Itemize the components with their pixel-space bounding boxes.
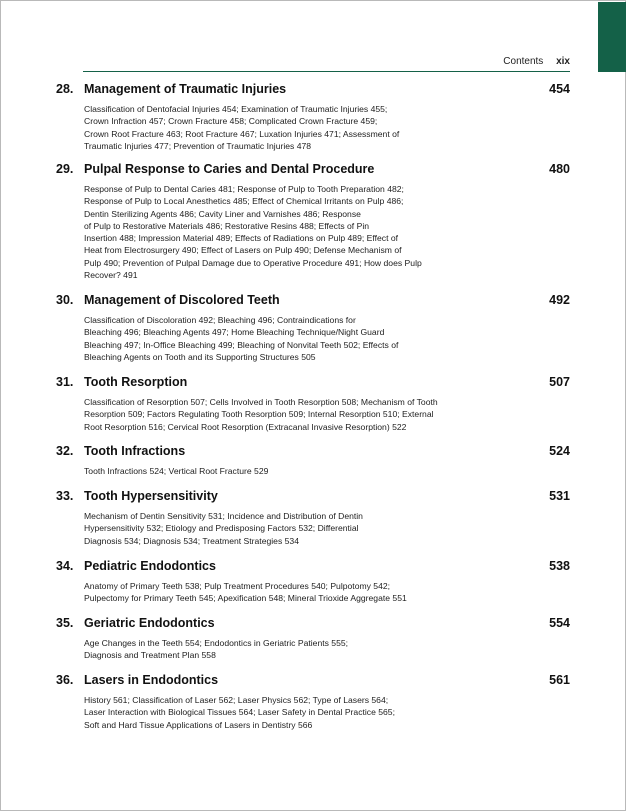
chapter-topics [84,314,570,363]
chapter-number: 31. [56,375,74,389]
chapter-page-number: 561 [549,673,570,687]
chapter-entry [56,673,570,731]
topic-line: Response of Pulp to Dental Caries 481; Response of Pulp to Tooth Preparation 482; [84,184,404,194]
running-head-page-number: xix [556,56,570,67]
chapter-number: 35. [56,616,74,630]
topic-line: Pulpectomy for Primary Teeth 545; Apexification 548; Mineral Trioxide Aggregate 551 [84,593,407,604]
topic-line: Traumatic Injuries 477; Prevention of Traumatic Injuries 478 [84,140,312,151]
chapter-title: Tooth Infractions [84,444,186,458]
chapter-title: Management of Discolored Teeth [84,293,280,307]
chapter-title: Management of Traumatic Injuries [84,82,287,96]
chapter-topics [84,103,570,152]
topic-line: Hypersensitivity 532; Etiology and Predisposing Factors 532; Differential [84,523,359,534]
topic-line: Bleaching 496; Bleaching Agents 497; Home Bleaching Technique/Night Guard [84,327,385,338]
topic-line: Diagnosis and Treatment Plan 558 [84,650,216,661]
chapter-title: Pediatric Endodontics [84,559,216,573]
chapter-title: Lasers in Endodontics [84,673,219,687]
running-head [503,56,570,67]
chapter-topics [84,465,570,477]
chapter-topics [84,637,570,662]
chapter-number: 29. [56,162,74,176]
chapter-page-number: 492 [549,293,570,307]
topic-line: Resorption 509; Factors Regulating Tooth Resorption 509; Internal Resorption 510; External [84,409,434,420]
chapter-number: 33. [56,489,74,503]
chapter-number: 34. [56,559,74,573]
topic-line: Mechanism of Dentin Sensitivity 531; Incidence and Distribution of Dentin [84,511,363,521]
topic-line: Tooth Infractions 524; Vertical Root Fracture 529 [84,466,269,476]
chapter-title: Geriatric Endodontics [84,616,215,630]
chapter-entry [56,293,570,363]
chapter-heading [56,489,570,507]
chapter-entry [56,375,570,433]
chapter-heading [56,673,570,691]
chapter-entry [56,489,570,547]
topic-line: Crown Root Fracture 463; Root Fracture 467; Luxation Injuries 471; Assessment of [84,128,400,139]
chapter-entry [56,616,570,662]
chapter-heading [56,293,570,311]
chapter-heading [56,162,570,180]
chapter-title: Pulpal Response to Caries and Dental Procedure [84,162,375,176]
chapter-heading [56,82,570,100]
chapter-title: Tooth Resorption [84,375,188,389]
topic-line: Heat from Electrosurgery 490; Effect of Lasers on Pulp 490; Defense Mechanism of [84,245,402,256]
chapter-entry [56,162,570,281]
topic-line: Classification of Dentofacial Injuries 454; Examination of Traumatic Injuries 455; [84,104,388,114]
chapter-page-number: 538 [549,559,570,573]
chapter-page-number: 454 [549,82,570,96]
chapter-page-number: 531 [549,489,570,503]
chapter-heading [56,375,570,393]
chapter-page-number: 480 [549,162,570,176]
chapter-number: 30. [56,293,74,307]
header-rule [83,71,570,72]
running-head-label: Contents [503,56,544,67]
topic-line: Crown Infraction 457; Crown Fracture 458; Complicated Crown Fracture 459; [84,116,378,127]
chapter-title: Tooth Hypersensitivity [84,489,218,503]
chapter-number: 32. [56,444,74,458]
topic-line: of Pulp to Restorative Materials 486; Restorative Resins 488; Effects of Pin [84,220,370,231]
chapter-topics [84,580,570,605]
topic-line: Dentin Sterilizing Agents 486; Cavity Liner and Varnishes 486; Response [84,208,361,219]
chapter-page-number: 507 [549,375,570,389]
chapter-entry [56,82,570,152]
topic-line: Classification of Resorption 507; Cells Involved in Tooth Resorption 508; Mechanism of Tooth [84,397,438,407]
chapter-page-number: 524 [549,444,570,458]
chapter-heading [56,616,570,634]
topic-line: Recover? 491 [84,270,138,281]
chapter-page-number: 554 [549,616,570,630]
chapter-topics [84,396,570,433]
topic-line: Bleaching Agents on Tooth and its Supporting Structures 505 [84,351,316,362]
chapter-number: 28. [56,82,74,96]
section-tab [598,2,626,72]
chapter-topics [84,183,570,281]
chapter-number: 36. [56,673,74,687]
topic-line: Insertion 488; Impression Material 489; Effects of Radiations on Pulp 489; Effect of [84,233,399,244]
chapter-heading [56,559,570,577]
chapter-topics [84,510,570,547]
topic-line: Diagnosis 534; Diagnosis 534; Treatment Strategies 534 [84,535,299,546]
chapter-entry [56,444,570,477]
topic-line: Anatomy of Primary Teeth 538; Pulp Treatment Procedures 540; Pulpotomy 542; [84,581,391,591]
chapter-heading [56,444,570,462]
topic-line: Pulp 490; Prevention of Pulpal Damage due to Operative Procedure 491; How does Pulp [84,257,422,268]
topic-line: Response of Pulp to Local Anesthetics 485; Effect of Chemical Irritants on Pulp 486; [84,196,404,207]
topic-line: History 561; Classification of Laser 562; Laser Physics 562; Type of Lasers 564; [84,695,389,705]
topic-line: Soft and Hard Tissue Applications of Lasers in Dentistry 566 [84,719,313,730]
chapter-topics [84,694,570,731]
topic-line: Bleaching 497; In-Office Bleaching 499; Bleaching of Nonvital Teeth 502; Effects of [84,339,399,350]
topic-line: Classification of Discoloration 492; Bleaching 496; Contraindications for [84,315,356,325]
topic-line: Laser Interaction with Biological Tissues 564; Laser Safety in Dental Practice 565; [84,707,395,718]
topic-line: Age Changes in the Teeth 554; Endodontics in Geriatric Patients 555; [84,638,349,648]
topic-line: Root Resorption 516; Cervical Root Resorption (Extracanal Invasive Resorption) 522 [84,421,407,432]
chapter-entry [56,559,570,605]
